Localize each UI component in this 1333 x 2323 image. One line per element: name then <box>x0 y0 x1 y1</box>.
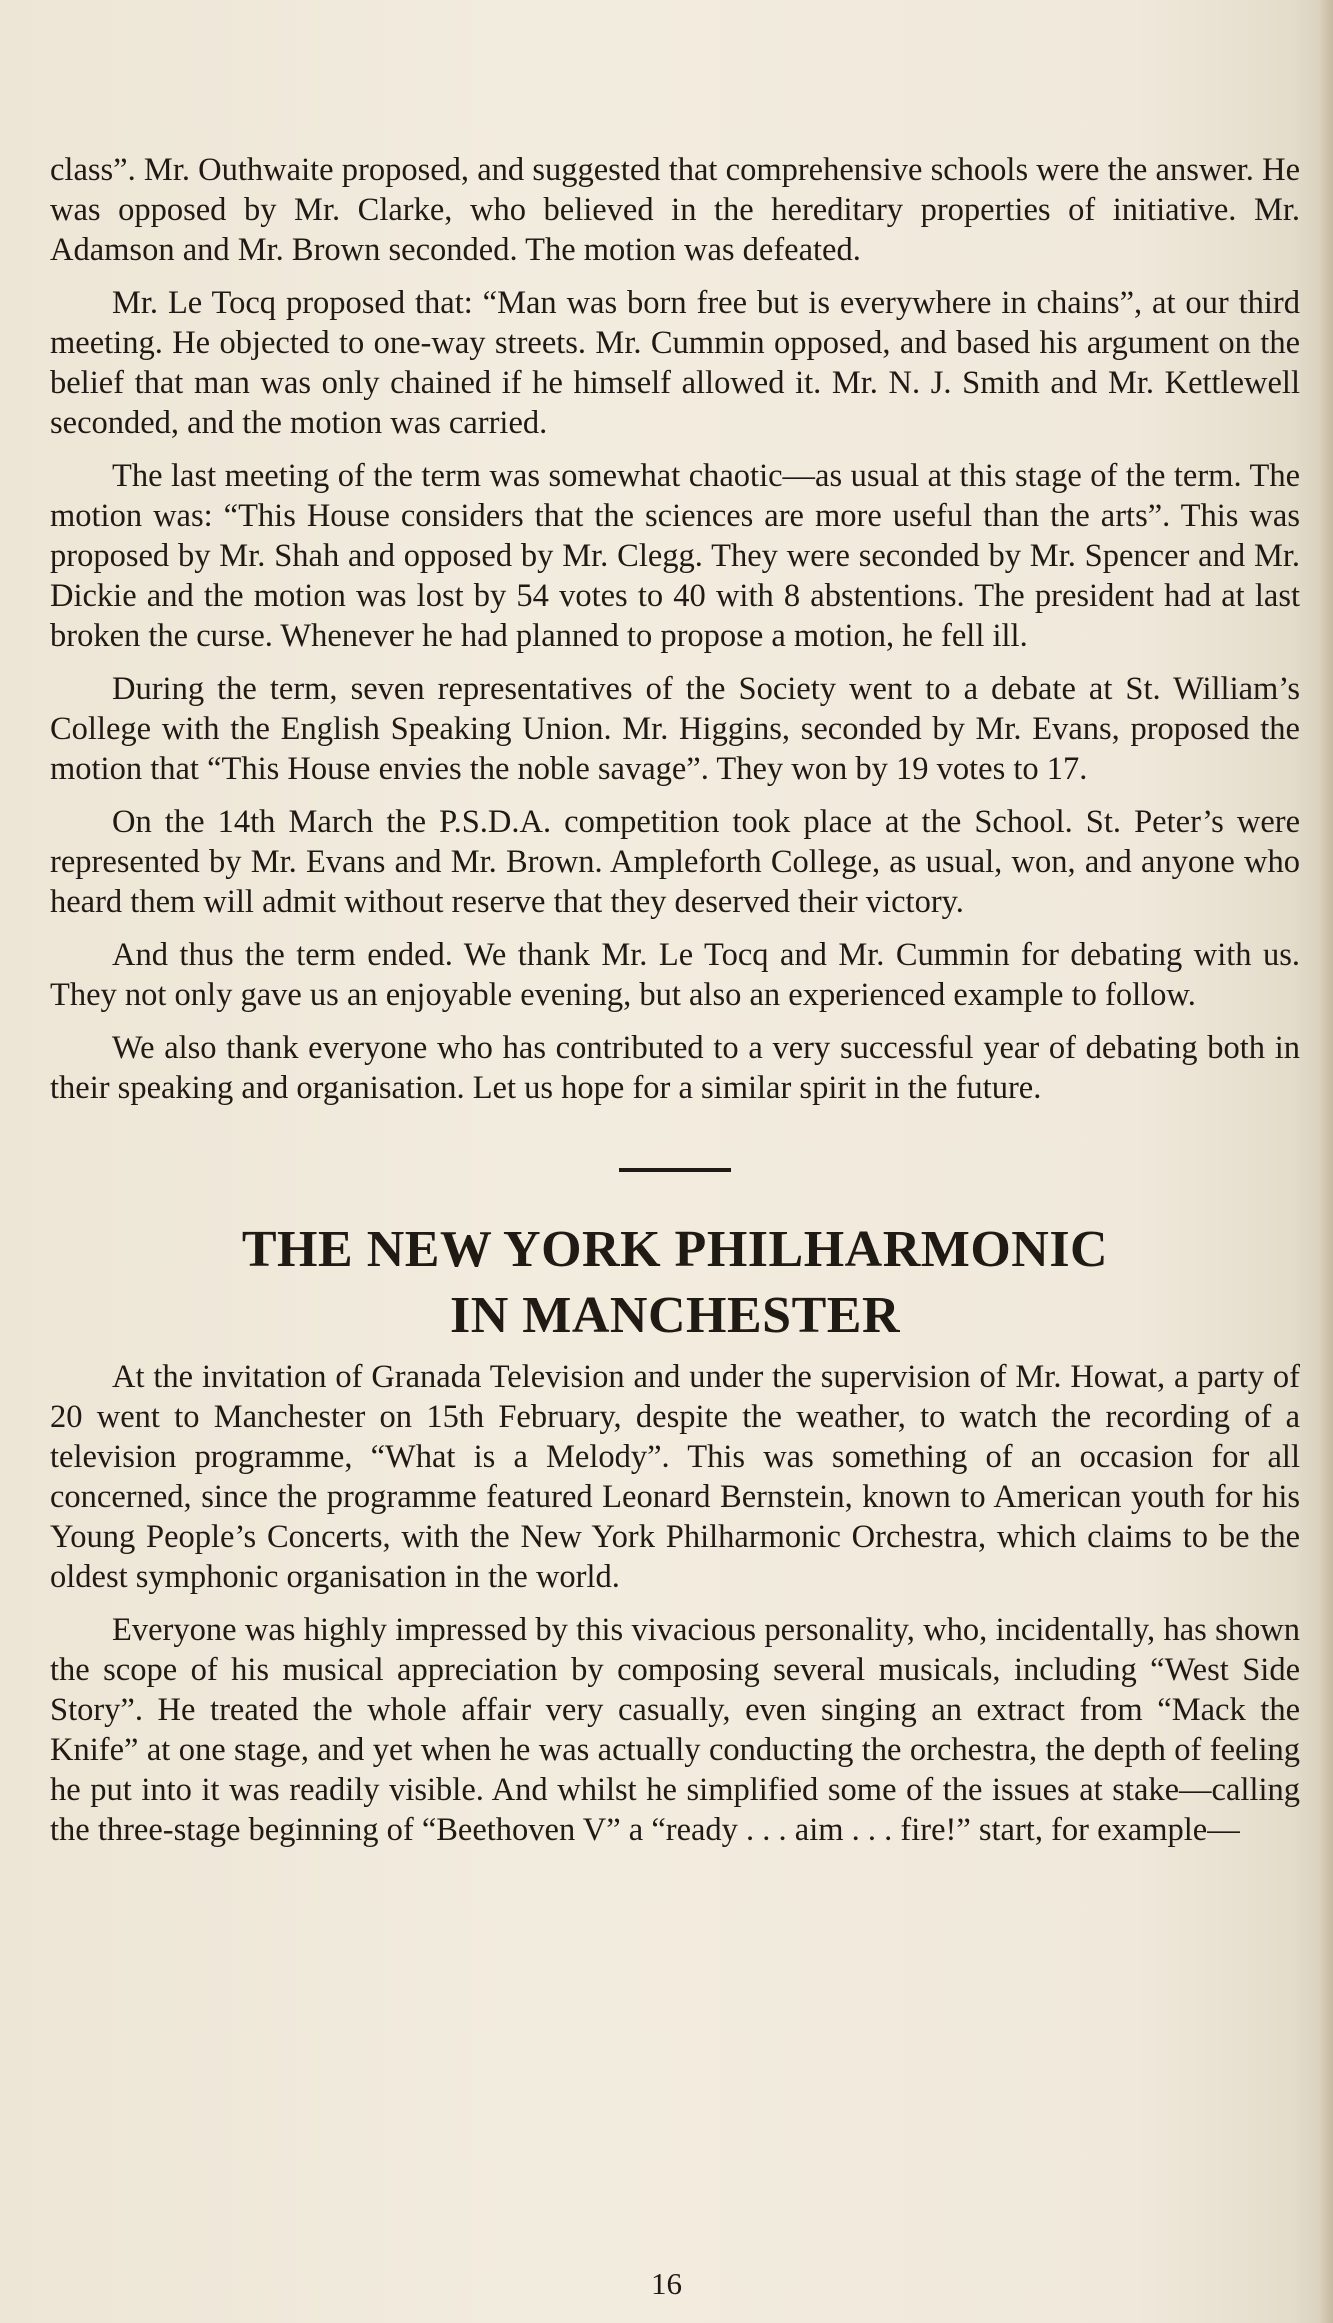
paragraph: And thus the term ended. We thank Mr. Le Tocq and Mr. Cummin for debating with us. They not only gave us an enjoyable evening, but also an experienced example to follow. <box>50 937 1300 1013</box>
paragraph: The last meeting of the term was somewhat chaotic—as usual at this stage of the term. The motion was: “This House considers that the sciences are more useful than the arts”. This was proposed by Mr. Shah and opposed by Mr. Clegg. They were seconded by Mr. Spencer and Mr. Dickie and the motion was lost by 54 votes to 40 with 8 abstentions. The president had at last broken the curse. Whenever he had planned to propose a motion, he fell ill. <box>50 458 1300 654</box>
paragraph: Mr. Le Tocq proposed that: “Man was born free but is everywhere in chains”, at our third meeting. He objected to one-way streets. Mr. Cummin opposed, and based his argument on the belief that man was only chained if he himself allowed it. Mr. N. J. Smith and Mr. Kettlewell seconded, and the motion was carried. <box>50 285 1300 441</box>
debating-society-report <box>50 150 1300 1108</box>
paragraph: class”. Mr. Outhwaite proposed, and suggested that comprehensive schools were the answer. He was opposed by Mr. Clarke, who believed in the hereditary properties of initiative. Mr. Adamson and Mr. Brown seconded. The motion was defeated. <box>50 152 1300 268</box>
page-number: 16 <box>651 2266 682 2301</box>
philharmonic-article <box>50 1217 1300 1850</box>
article-title <box>50 1217 1300 1349</box>
paragraph: We also thank everyone who has contributed to a very successful year of debating both in their speaking and organisation. Let us hope for a similar spirit in the future. <box>50 1030 1300 1106</box>
paragraph: Everyone was highly impressed by this vivacious personality, who, incidentally, has shown the scope of his musical appreciation by composing several musicals, including “West Side Story”. He treated the whole affair very casually, even singing an extract from “Mack the Knife” at one stage, and yet when he was actually conducting the orchestra, the depth of feeling he put into it was readily visible. And whilst he simplified some of the issues at stake—calling the three-stage beginning of “Beethoven V” a “ready . . . aim . . . fire!” start, for example— <box>50 1612 1300 1848</box>
page-content <box>50 150 1300 1863</box>
article-title-line-1: THE NEW YORK PHILHARMONIC <box>241 1221 1109 1278</box>
article-title-line-2: IN MANCHESTER <box>450 1287 900 1344</box>
section-divider <box>619 1168 731 1172</box>
paragraph: At the invitation of Granada Television and under the supervision of Mr. Howat, a party of 20 went to Manchester on 15th February, despite the weather, to watch the recording of a television programme, “What is a Melody”. This was something of an occasion for all concerned, since the programme featured Leonard Bernstein, known to American youth for his Young People’s Concerts, with the New York Philharmonic Orchestra, which claims to be the oldest symphonic organisation in the world. <box>50 1359 1300 1595</box>
paragraph: On the 14th March the P.S.D.A. competition took place at the School. St. Peter’s were represented by Mr. Evans and Mr. Brown. Ampleforth College, as usual, won, and anyone who heard them will admit without reserve that they deserved their victory. <box>50 804 1300 920</box>
paragraph: During the term, seven representatives of the Society went to a debate at St. William’s College with the English Speaking Union. Mr. Higgins, seconded by Mr. Evans, proposed the motion that “This House envies the noble savage”. They won by 19 votes to 17. <box>50 671 1300 787</box>
page-edge-shadow <box>1319 0 1333 2323</box>
